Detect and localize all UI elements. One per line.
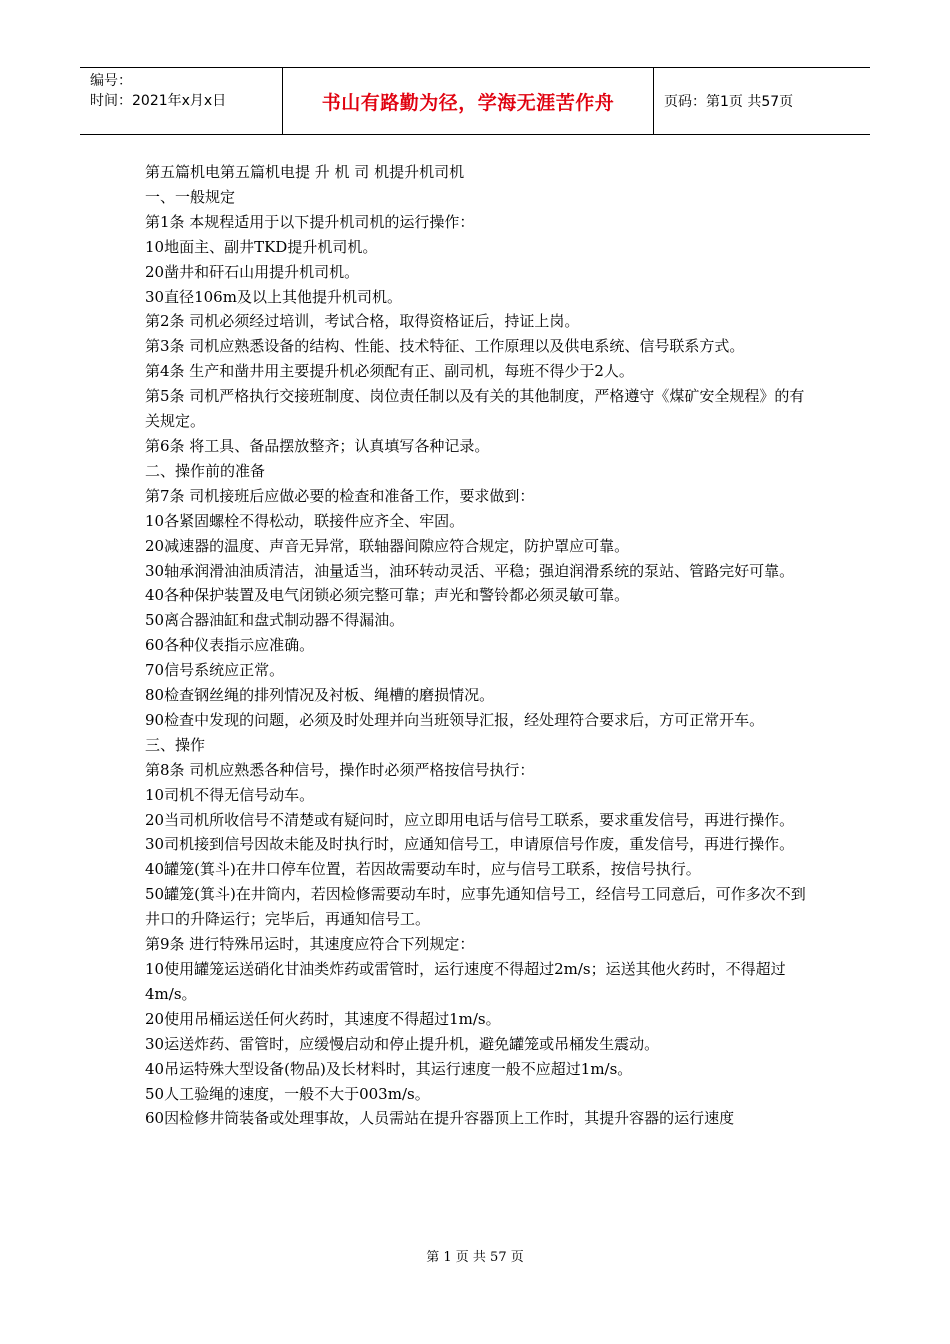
body-line: 第9条 进行特殊吊运时，其速度应符合下列规定： [145,935,475,954]
body-line: 20使用吊桶运送任何火药时，其速度不得超过1m/s。 [145,1009,501,1028]
body-line: 40各种保护装置及电气闭锁必须完整可靠；声光和警铃都必须灵敏可靠。 [145,586,630,605]
body-line: 50罐笼(箕斗)在井筒内，若因检修需要动车时，应事先通知信号工，经信号工同意后，可作多次不到井口的升降运行；完毕后，再通知信号工。 [145,885,806,929]
body-line: 30轴承润滑油油质清洁，油量适当，油环转动灵活、平稳；强迫润滑系统的泵站、管路完好可靠。 [145,561,795,580]
body-line: 第6条 将工具、备品摆放整齐；认真填写各种记录。 [145,436,490,455]
body-line: 50人工验绳的速度，一般不大于003m/s。 [145,1084,430,1103]
document-body [145,160,813,1131]
body-line: 10地面主、副井TKD提升机司机。 [145,237,378,256]
body-line: 30直径106m及以上其他提升机司机。 [145,287,402,306]
header-motto: 书山有路勤为径，学海无涯苦作舟 [282,68,654,134]
body-line: 第4条 生产和凿井用主要提升机必须配有正、副司机，每班不得少于2人。 [145,362,634,381]
body-line: 二、操作前的准备 [145,461,266,480]
page-header [80,67,870,135]
header-page-info: 页码：第1页 共57页 [664,94,794,110]
page-footer: 第 1 页 共 57 页 [426,1250,524,1265]
body-line: 20当司机所收信号不清楚或有疑问时，应立即用电话与信号工联系，要求重发信号，再进行操作。 [145,810,795,829]
document-date: 时间：2021年x月x日 [90,93,227,109]
body-line: 第8条 司机应熟悉各种信号，操作时必须严格按信号执行： [145,760,535,779]
body-line: 70信号系统应正常。 [145,661,285,680]
body-line: 40吊运特殊大型设备(物品)及长材料时，其运行速度一般不应超过1m/s。 [145,1059,633,1078]
body-line: 20凿井和矸石山用提升机司机。 [145,262,360,281]
body-line: 40罐笼(箕斗)在井口停车位置，若因故需要动车时，应与信号工联系，按信号执行。 [145,860,701,879]
body-line: 第5条 司机严格执行交接班制度、岗位责任制以及有关的其他制度，严格遵守《煤矿安全规程》的有关规定。 [145,387,805,431]
body-line: 第五篇机电第五篇机电提 升 机 司 机提升机司机 [145,163,465,181]
document-number-label: 编号： [90,73,132,89]
body-line: 一、一般规定 [145,187,236,206]
body-line: 第1条 本规程适用于以下提升机司机的运行操作： [145,212,475,231]
body-line: 第2条 司机必须经过培训，考试合格，取得资格证后，持证上岗。 [145,312,580,331]
body-line: 50离合器油缸和盘式制动器不得漏油。 [145,611,405,630]
body-line: 60因检修井筒装备或处理事故，人员需站在提升容器顶上工作时，其提升容器的运行速度 [145,1109,735,1128]
body-line: 10使用罐笼运送硝化甘油类炸药或雷管时，运行速度不得超过2m/s；运送其他火药时，不得超过4m/s。 [145,960,786,1003]
header-meta [80,68,282,134]
body-line: 80检查钢丝绳的排列情况及衬板、绳槽的磨损情况。 [145,686,495,705]
body-line: 20减速器的温度、声音无异常，联轴器间隙应符合规定，防护罩应可靠。 [145,536,630,555]
body-line: 第7条 司机接班后应做必要的检查和准备工作，要求做到： [145,486,535,505]
body-line: 90检查中发现的问题，必须及时处理并向当班领导汇报，经处理符合要求后，方可正常开车。 [145,710,765,729]
body-line: 30运送炸药、雷管时，应缓慢启动和停止提升机，避免罐笼或吊桶发生震动。 [145,1034,660,1053]
body-line: 30司机接到信号因故未能及时执行时，应通知信号工，申请原信号作废，重发信号，再进行操作。 [145,835,795,854]
body-line: 三、操作 [145,735,206,754]
body-line: 10各紧固螺栓不得松动，联接件应齐全、牢固。 [145,511,465,530]
body-line: 10司机不得无信号动车。 [145,785,315,804]
body-line: 第3条 司机应熟悉设备的结构、性能、技术特征、工作原理以及供电系统、信号联系方式。 [145,337,745,356]
body-line: 60各种仪表指示应准确。 [145,636,315,655]
